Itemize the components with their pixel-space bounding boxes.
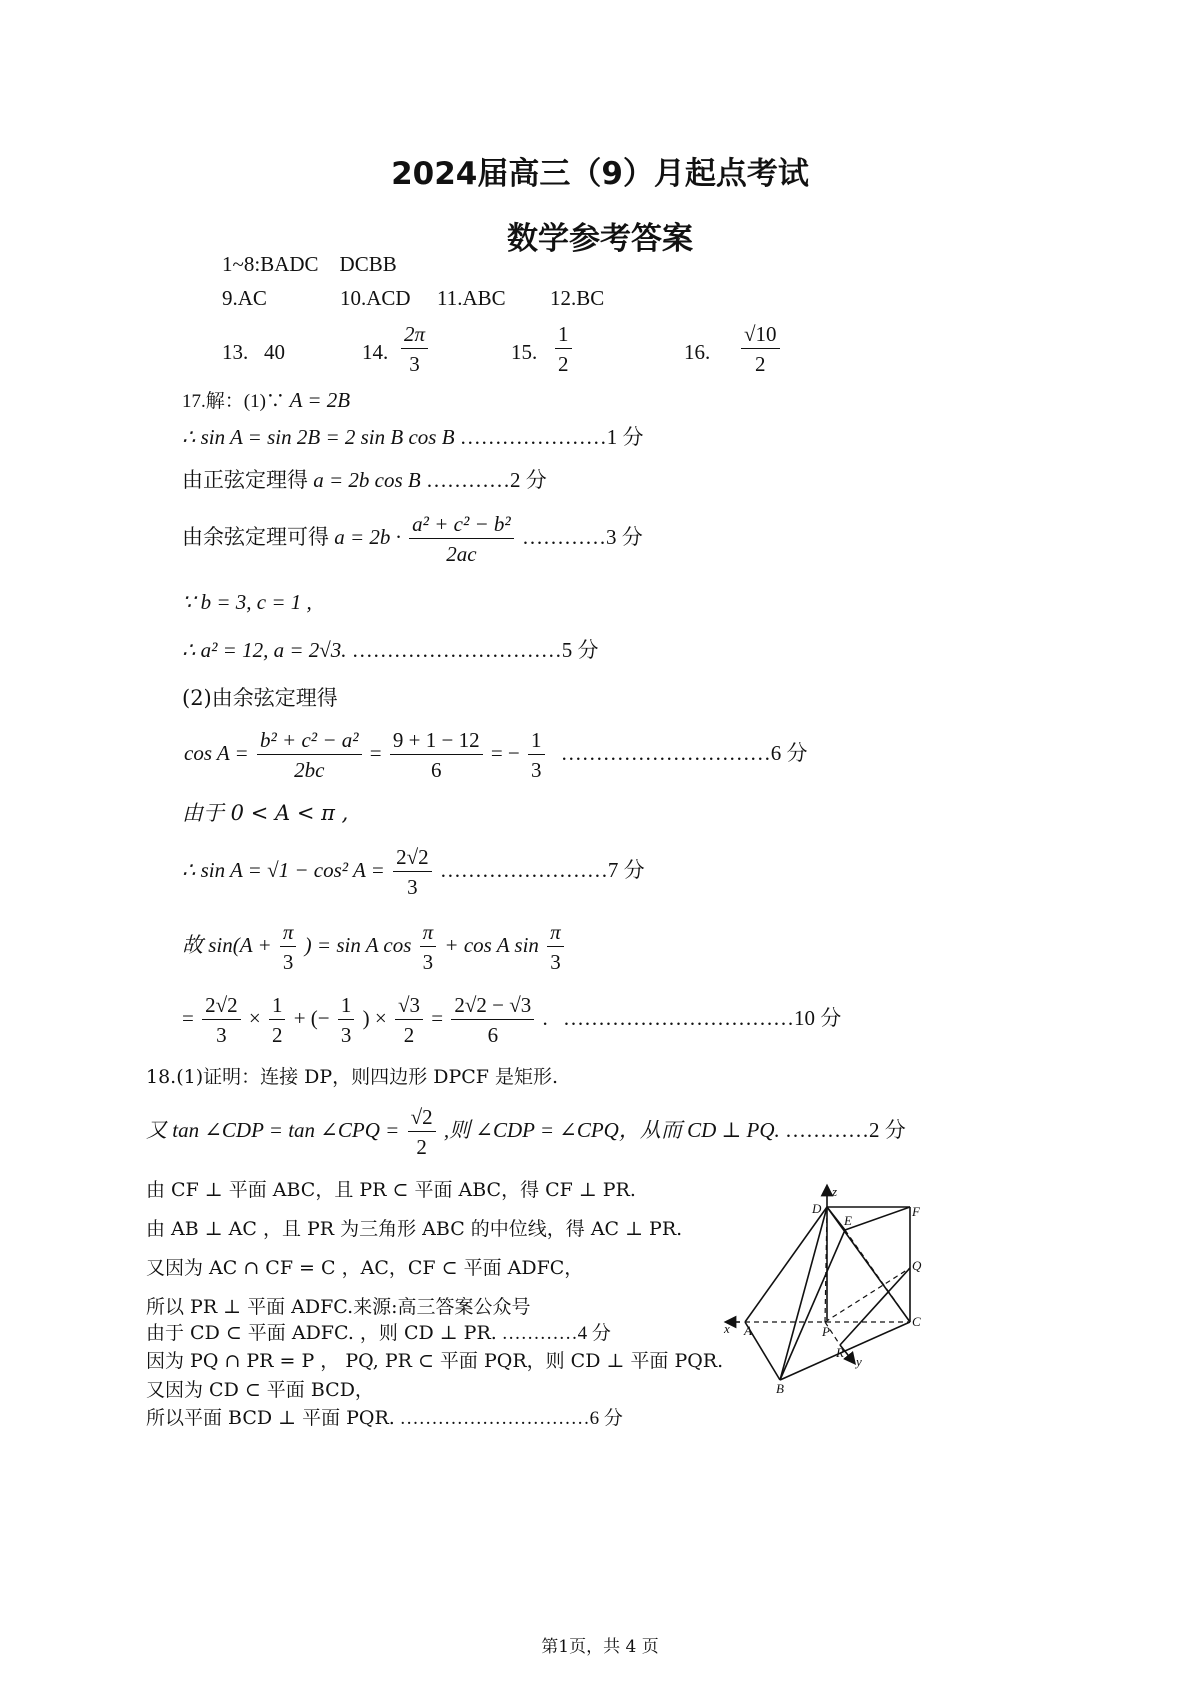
cos-lhs: cos A = xyxy=(184,740,249,765)
fraction-numerator: 1 xyxy=(269,993,286,1020)
q17-cos-line: cos A = $\frac{\text{b² + c² − a²}}{2bc}$ = $\frac{9 + 1 - 12}{6}$ = − $\frac{1}{3}$ …………………………6 分 xyxy=(184,728,808,783)
q17-head-label: 17.解：(1)∵ xyxy=(182,391,285,412)
label-D: D xyxy=(812,1201,822,1216)
q17-line3-math: a = 2b · xyxy=(334,524,401,549)
fraction-denominator: 2bc xyxy=(294,758,325,783)
label-P: P xyxy=(822,1324,830,1339)
page-footer: 第1页，共 4 页 xyxy=(541,1637,659,1657)
q18-line8: 因为 PQ ∩ PR = P ， PQ, PR ⊂ 平面 PQR，则 CD ⊥ 平面 PQR. xyxy=(146,1350,724,1372)
q17-range xyxy=(182,803,348,824)
fraction-denominator: 2 xyxy=(416,1135,427,1160)
q17-line4: ∵ b = 3, c = 1 , xyxy=(182,590,312,614)
answer-14-fraction xyxy=(398,322,431,376)
q18-line7-text: 由于 CD ⊂ 平面 ADFC. ，则 CD ⊥ PR. xyxy=(146,1322,497,1344)
answer-14-label: 14. xyxy=(362,340,389,364)
fraction-denominator: 2 xyxy=(271,1023,283,1048)
answer-13-value: 40 xyxy=(264,340,285,364)
fraction-numerator: 2√2 xyxy=(393,845,432,872)
final-score: ……………………………10 分 xyxy=(563,1005,842,1030)
fraction-denominator: 3 xyxy=(422,950,434,975)
q18-line5: 又因为 AC ∩ CF = C ，AC，CF ⊂ 平面 ADFC， xyxy=(146,1257,584,1279)
label-y: y xyxy=(856,1354,862,1369)
range-text: 由于 0 < A < π , xyxy=(182,801,349,825)
fraction-denominator: 3 xyxy=(282,950,294,975)
fraction-numerator: 2√2 xyxy=(202,993,241,1020)
answer-12: 12.BC xyxy=(550,286,605,310)
q18-line1: 18.(1)证明：连接 DP，则四边形 DPCF 是矩形. xyxy=(146,1066,559,1088)
answer-15-fraction xyxy=(552,322,575,376)
q18-line2-a: 又 tan ∠CDP = tan ∠CPQ = xyxy=(146,1117,400,1142)
label-Q: Q xyxy=(912,1258,922,1273)
q17-line3-score: …………3 分 xyxy=(521,524,643,549)
q18-line4: 由 AB ⊥ AC ，且 PR 为三角形 ABC 的中位线，得 AC ⊥ PR. xyxy=(146,1218,683,1240)
answer-13-label: 13. xyxy=(222,340,249,364)
fraction-numerator: 1 xyxy=(555,322,572,349)
q17-part2-head: (2)由余弦定理得 xyxy=(182,686,338,710)
fraction-denominator: 2 xyxy=(558,352,569,377)
fraction-numerator: 1 xyxy=(338,993,355,1020)
q18-line2 xyxy=(146,1105,906,1159)
fraction-numerator: a² + c² − b² xyxy=(409,512,514,539)
answer-9: 9.AC xyxy=(222,286,267,310)
fraction-numerator: √10 xyxy=(741,322,780,349)
fraction-numerator: 2√2 − √3 xyxy=(451,993,534,1020)
page-title: 2024届高三（9）月起点考试 xyxy=(391,156,809,192)
fraction-denominator: 2 xyxy=(755,352,766,377)
q18-line2-score: …………2 分 xyxy=(785,1117,906,1142)
answer-16-label: 16. xyxy=(684,340,711,364)
q17-line3 xyxy=(182,512,643,566)
fraction-denominator: 3 xyxy=(409,352,420,377)
q17-gu-line xyxy=(182,920,567,974)
q18-line9: 又因为 CD ⊂ 平面 BCD， xyxy=(146,1379,374,1401)
q17-line5-math: ∴ a² = 12, a = 2√3. xyxy=(182,638,347,662)
q17-head xyxy=(182,390,350,411)
q18-line6: 所以 PR ⊥ 平面 ADFC.来源:高三答案公众号 xyxy=(146,1296,531,1318)
q17-line5-score: …………………………5 分 xyxy=(351,638,599,662)
fraction-numerator: 9 + 1 − 12 xyxy=(390,728,483,755)
q17-line2-math: a = 2b cos B xyxy=(313,468,421,492)
fraction-denominator: 3 xyxy=(550,950,561,975)
fraction-numerator: √2 xyxy=(408,1105,436,1132)
fraction-numerator: π xyxy=(280,920,297,947)
q18-line2-b: ,则 ∠CDP = ∠CPQ，从而 CD ⊥ PQ. xyxy=(443,1117,780,1142)
fraction-denominator: 3 xyxy=(340,1023,352,1048)
label-A: A xyxy=(744,1323,752,1338)
fraction-denominator: 2 xyxy=(403,1023,415,1048)
q17-line2-text: 由正弦定理得 xyxy=(182,468,308,492)
q17-final-line: = $\frac{2√2}{3}$ × $\frac{1}{2}$ + (− $\frac{1}{3}$ ) × $\frac{√3}{2}$ = $\frac{2√2 - √3}{6}$ . ……………………………10 分 xyxy=(182,993,842,1048)
answer-10: 10.ACD xyxy=(340,286,411,310)
sin-lhs: ∴ sin A = √1 − cos² A = xyxy=(182,857,391,882)
fraction-denominator: 6 xyxy=(487,1023,499,1048)
q17-line2-score: …………2 分 xyxy=(426,468,547,492)
sin-score: ……………………7 分 xyxy=(439,857,645,882)
q18-line7-score: …………4 分 xyxy=(501,1323,611,1344)
fraction-numerator: 2π xyxy=(401,322,428,349)
q17-head-math: A = 2B xyxy=(289,388,351,412)
fraction-denominator: 3 xyxy=(216,1023,227,1048)
label-C: C xyxy=(912,1314,921,1329)
cos-score: …………………………6 分 xyxy=(560,740,808,765)
fraction-denominator: 6 xyxy=(430,758,442,783)
q18-line10 xyxy=(146,1409,623,1428)
fraction-denominator: 3 xyxy=(531,758,542,783)
label-B: B xyxy=(776,1381,784,1395)
q18-line10-text: 所以平面 BCD ⊥ 平面 PQR. xyxy=(146,1407,395,1429)
q18-line3: 由 CF ⊥ 平面 ABC，且 PR ⊂ 平面 ABC，得 CF ⊥ PR. xyxy=(146,1179,636,1201)
fraction-denominator: 3 xyxy=(407,875,418,900)
answer-16-fraction xyxy=(738,322,783,376)
answer-11: 11.ABC xyxy=(437,286,506,310)
fraction-numerator: b² + c² − a² xyxy=(257,728,362,755)
fraction-numerator: √3 xyxy=(395,993,423,1020)
q18-line10-score: …………………………6 分 xyxy=(399,1408,623,1429)
fraction-numerator: π xyxy=(547,920,564,947)
q17-line2 xyxy=(182,470,547,491)
label-x: x xyxy=(724,1321,730,1336)
q17-line3-text: 由余弦定理可得 xyxy=(182,524,329,549)
q17-line1-math: ∴ sin A = sin 2B = 2 sin B cos B xyxy=(182,425,455,449)
label-R: R xyxy=(836,1345,844,1360)
answer-15-label: 15. xyxy=(511,340,538,364)
fraction-numerator: 1 xyxy=(528,728,545,755)
q17-line1 xyxy=(182,427,644,448)
fraction-denominator: 2ac xyxy=(446,542,477,567)
label-F: F xyxy=(912,1204,920,1219)
q18-line7 xyxy=(146,1324,611,1343)
fraction-numerator: π xyxy=(420,920,437,947)
gu-text: 故 sin(A + xyxy=(182,932,272,957)
q17-line5 xyxy=(182,640,599,661)
answers-1-8: 1~8:BADC DCBB xyxy=(222,252,397,276)
q17-line1-score: …………………1 分 xyxy=(459,425,644,449)
label-E: E xyxy=(844,1213,852,1228)
gu-rest: ) = sin A cos xyxy=(304,932,412,957)
gu-rest2: + cos A sin xyxy=(444,932,539,957)
page-subtitle: 数学参考答案 xyxy=(507,221,693,257)
geometry-figure xyxy=(720,1180,950,1395)
q17-sin-line xyxy=(182,845,645,899)
label-z: z xyxy=(832,1184,838,1199)
